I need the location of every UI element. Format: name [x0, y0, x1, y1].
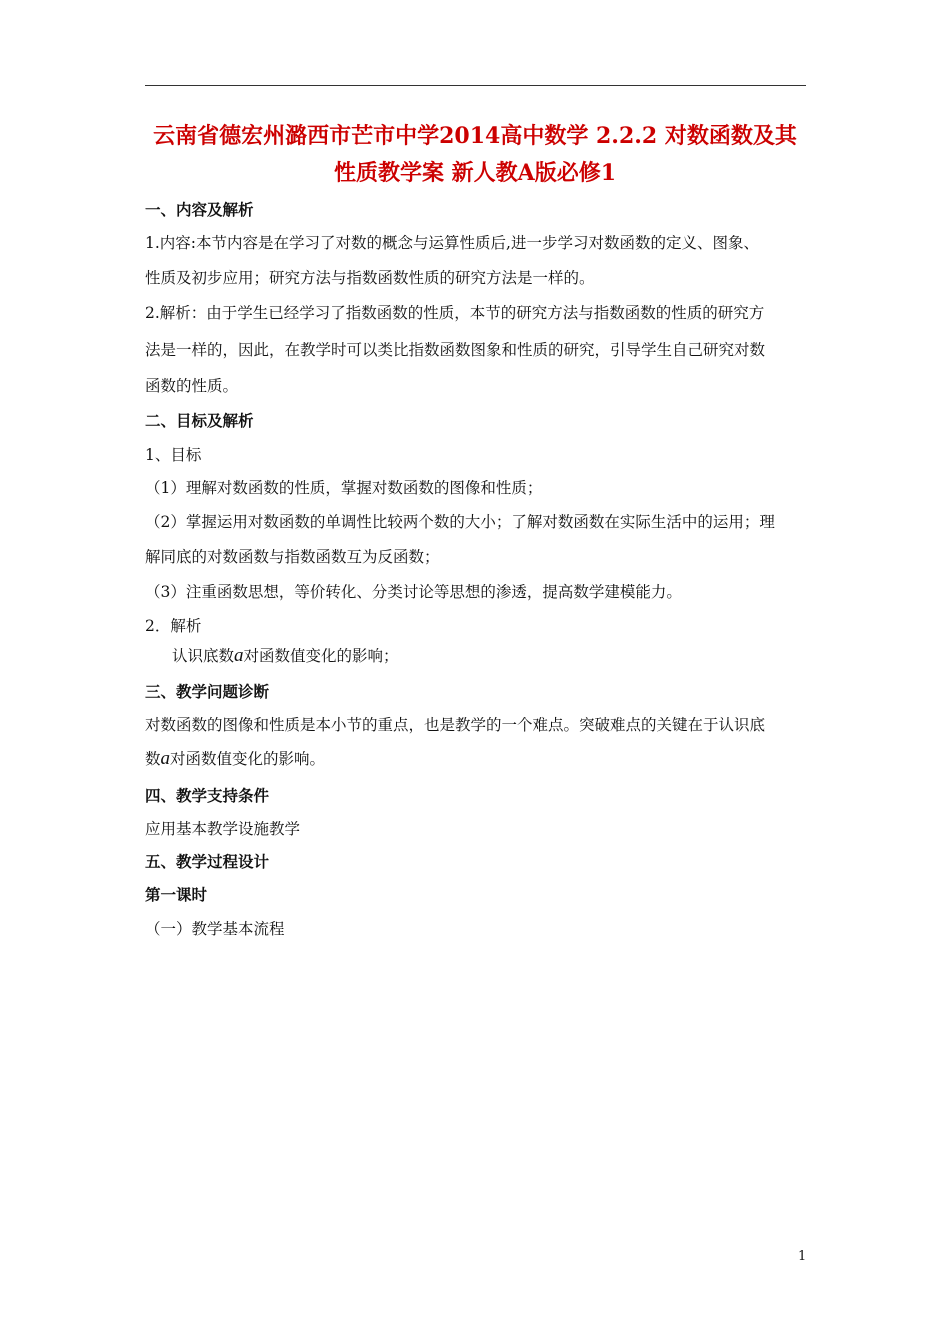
- goal-item-1: （1）理解对数函数的性质，掌握对数函数的图像和性质；: [145, 479, 543, 497]
- support-text: 应用基本教学设施教学: [145, 820, 301, 838]
- goal-item-2-line-2: 解同底的对数函数与指数函数互为反函数；: [145, 548, 440, 566]
- section-heading-diagnosis: 三、教学问题诊断: [145, 683, 270, 701]
- diagnosis-paragraph-line-1: 对数函数的图像和性质是本小节的重点，也是教学的一个难点。突破难点的关键在于认识底: [145, 716, 766, 734]
- section-heading-support: 四、教学支持条件: [145, 787, 270, 805]
- analysis-paragraph-line-1: 2.解析：由于学生已经学习了指数函数的性质，本节的研究方法与指数函数的性质的研究方: [145, 304, 765, 322]
- process-subheading: （一）教学基本流程: [145, 920, 285, 938]
- lesson-heading: 第一课时: [145, 886, 208, 904]
- goals-analysis-label: 2．解析: [145, 617, 202, 635]
- goals-analysis-text: 认识底数a对函数值变化的影响；: [172, 645, 399, 666]
- document-title-line-2: 性质教学案 新人教A版必修1: [333, 160, 617, 186]
- header-rule: [145, 85, 806, 86]
- section-heading-content: 一、内容及解析: [145, 201, 254, 219]
- diagnosis-paragraph-line-2: 数a对函数值变化的影响。: [145, 748, 326, 769]
- section-heading-process: 五、教学过程设计: [145, 853, 270, 871]
- variable-a: a: [160, 748, 171, 769]
- content-paragraph-line-1: 1.内容:本节内容是在学习了对数的概念与运算性质后,进一步学习对数函数的定义、图象、: [145, 234, 759, 252]
- variable-a: a: [234, 645, 244, 666]
- section-heading-goals: 二、目标及解析: [145, 412, 254, 430]
- content-paragraph-line-2: 性质及初步应用；研究方法与指数函数性质的研究方法是一样的。: [145, 269, 595, 287]
- document-title-line-1: 云南省德宏州潞西市芒市中学2014高中数学 2.2.2 对数函数及其: [153, 123, 797, 149]
- analysis-paragraph-line-2: 法是一样的，因此，在教学时可以类比指数函数图象和性质的研究，引导学生自己研究对数: [145, 341, 766, 359]
- goals-label: 1、目标: [145, 446, 202, 464]
- goal-item-2-line-1: （2）掌握运用对数函数的单调性比较两个数的大小；了解对数函数在实际生活中的运用；理: [145, 513, 775, 531]
- analysis-paragraph-line-3: 函数的性质。: [145, 377, 239, 395]
- page-number: 1: [798, 1249, 807, 1264]
- goal-item-3: （3）注重函数思想，等价转化、分类讨论等思想的渗透，提高数学建模能力。: [145, 583, 682, 601]
